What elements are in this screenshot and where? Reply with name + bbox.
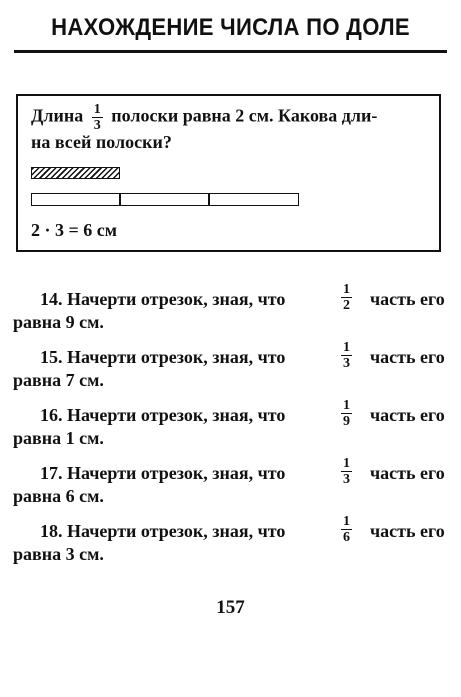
task-17 xyxy=(13,456,453,507)
task-fraction xyxy=(341,398,352,429)
fraction-numerator: 1 xyxy=(343,456,350,471)
task-text-line-2: равна 7 см. xyxy=(13,370,104,390)
example-line-2: на всей полоски? xyxy=(31,132,172,152)
task-text-tail: часть его xyxy=(370,347,445,367)
task-18 xyxy=(13,514,453,565)
task-fraction xyxy=(341,456,352,487)
page-number: 157 xyxy=(216,597,245,618)
task-text-tail: часть его xyxy=(370,405,445,425)
task-15 xyxy=(13,340,453,391)
task-text: 16. Начерти отрезок, зная, что xyxy=(40,405,286,425)
task-text: 15. Начерти отрезок, зная, что xyxy=(40,347,286,367)
task-16 xyxy=(13,398,453,449)
fraction-numerator: 1 xyxy=(93,102,101,117)
task-text-line-2: равна 3 см. xyxy=(13,544,104,564)
task-text: 17. Начерти отрезок, зная, что xyxy=(40,463,286,483)
example-text-after: полоски равна 2 см. Какова дли- xyxy=(111,105,378,126)
fraction-numerator: 1 xyxy=(343,282,350,297)
example-fraction xyxy=(92,102,103,133)
task-text: 18. Начерти отрезок, зная, что xyxy=(40,521,286,541)
example-text-before: Длина xyxy=(31,105,84,126)
fraction-denominator: 6 xyxy=(343,530,350,545)
fraction-denominator: 3 xyxy=(93,118,101,133)
fraction-denominator: 2 xyxy=(343,298,350,313)
task-text-tail: часть его xyxy=(370,521,445,541)
fraction-denominator: 9 xyxy=(343,414,350,429)
task-fraction xyxy=(341,340,352,371)
fraction-denominator: 3 xyxy=(343,356,350,371)
task-text-tail: часть его xyxy=(370,289,445,309)
task-text-line-2: равна 6 см. xyxy=(13,486,104,506)
task-text-tail: часть его xyxy=(370,463,445,483)
task-text-line-2: равна 1 см. xyxy=(13,428,104,448)
strip-segment xyxy=(208,193,299,206)
task-fraction xyxy=(341,514,352,545)
page-title: НАХОЖДЕНИЕ ЧИСЛА ПО ДОЛЕ xyxy=(51,14,410,41)
example-answer: 2 · 3 = 6 см xyxy=(31,220,118,240)
fraction-denominator: 3 xyxy=(343,472,350,487)
task-fraction xyxy=(341,282,352,313)
fraction-numerator: 1 xyxy=(343,340,350,355)
hatched-strip-part xyxy=(31,167,120,179)
fraction-numerator: 1 xyxy=(343,398,350,413)
example-line-1 xyxy=(31,102,377,133)
task-text-line-2: равна 9 см. xyxy=(13,312,104,332)
task-14 xyxy=(13,282,453,333)
title-underline xyxy=(14,50,447,53)
strip-segment xyxy=(31,193,121,206)
fraction-numerator: 1 xyxy=(343,514,350,529)
example-box xyxy=(16,94,441,252)
task-text: 14. Начерти отрезок, зная, что xyxy=(40,289,286,309)
strip-segment xyxy=(119,193,210,206)
